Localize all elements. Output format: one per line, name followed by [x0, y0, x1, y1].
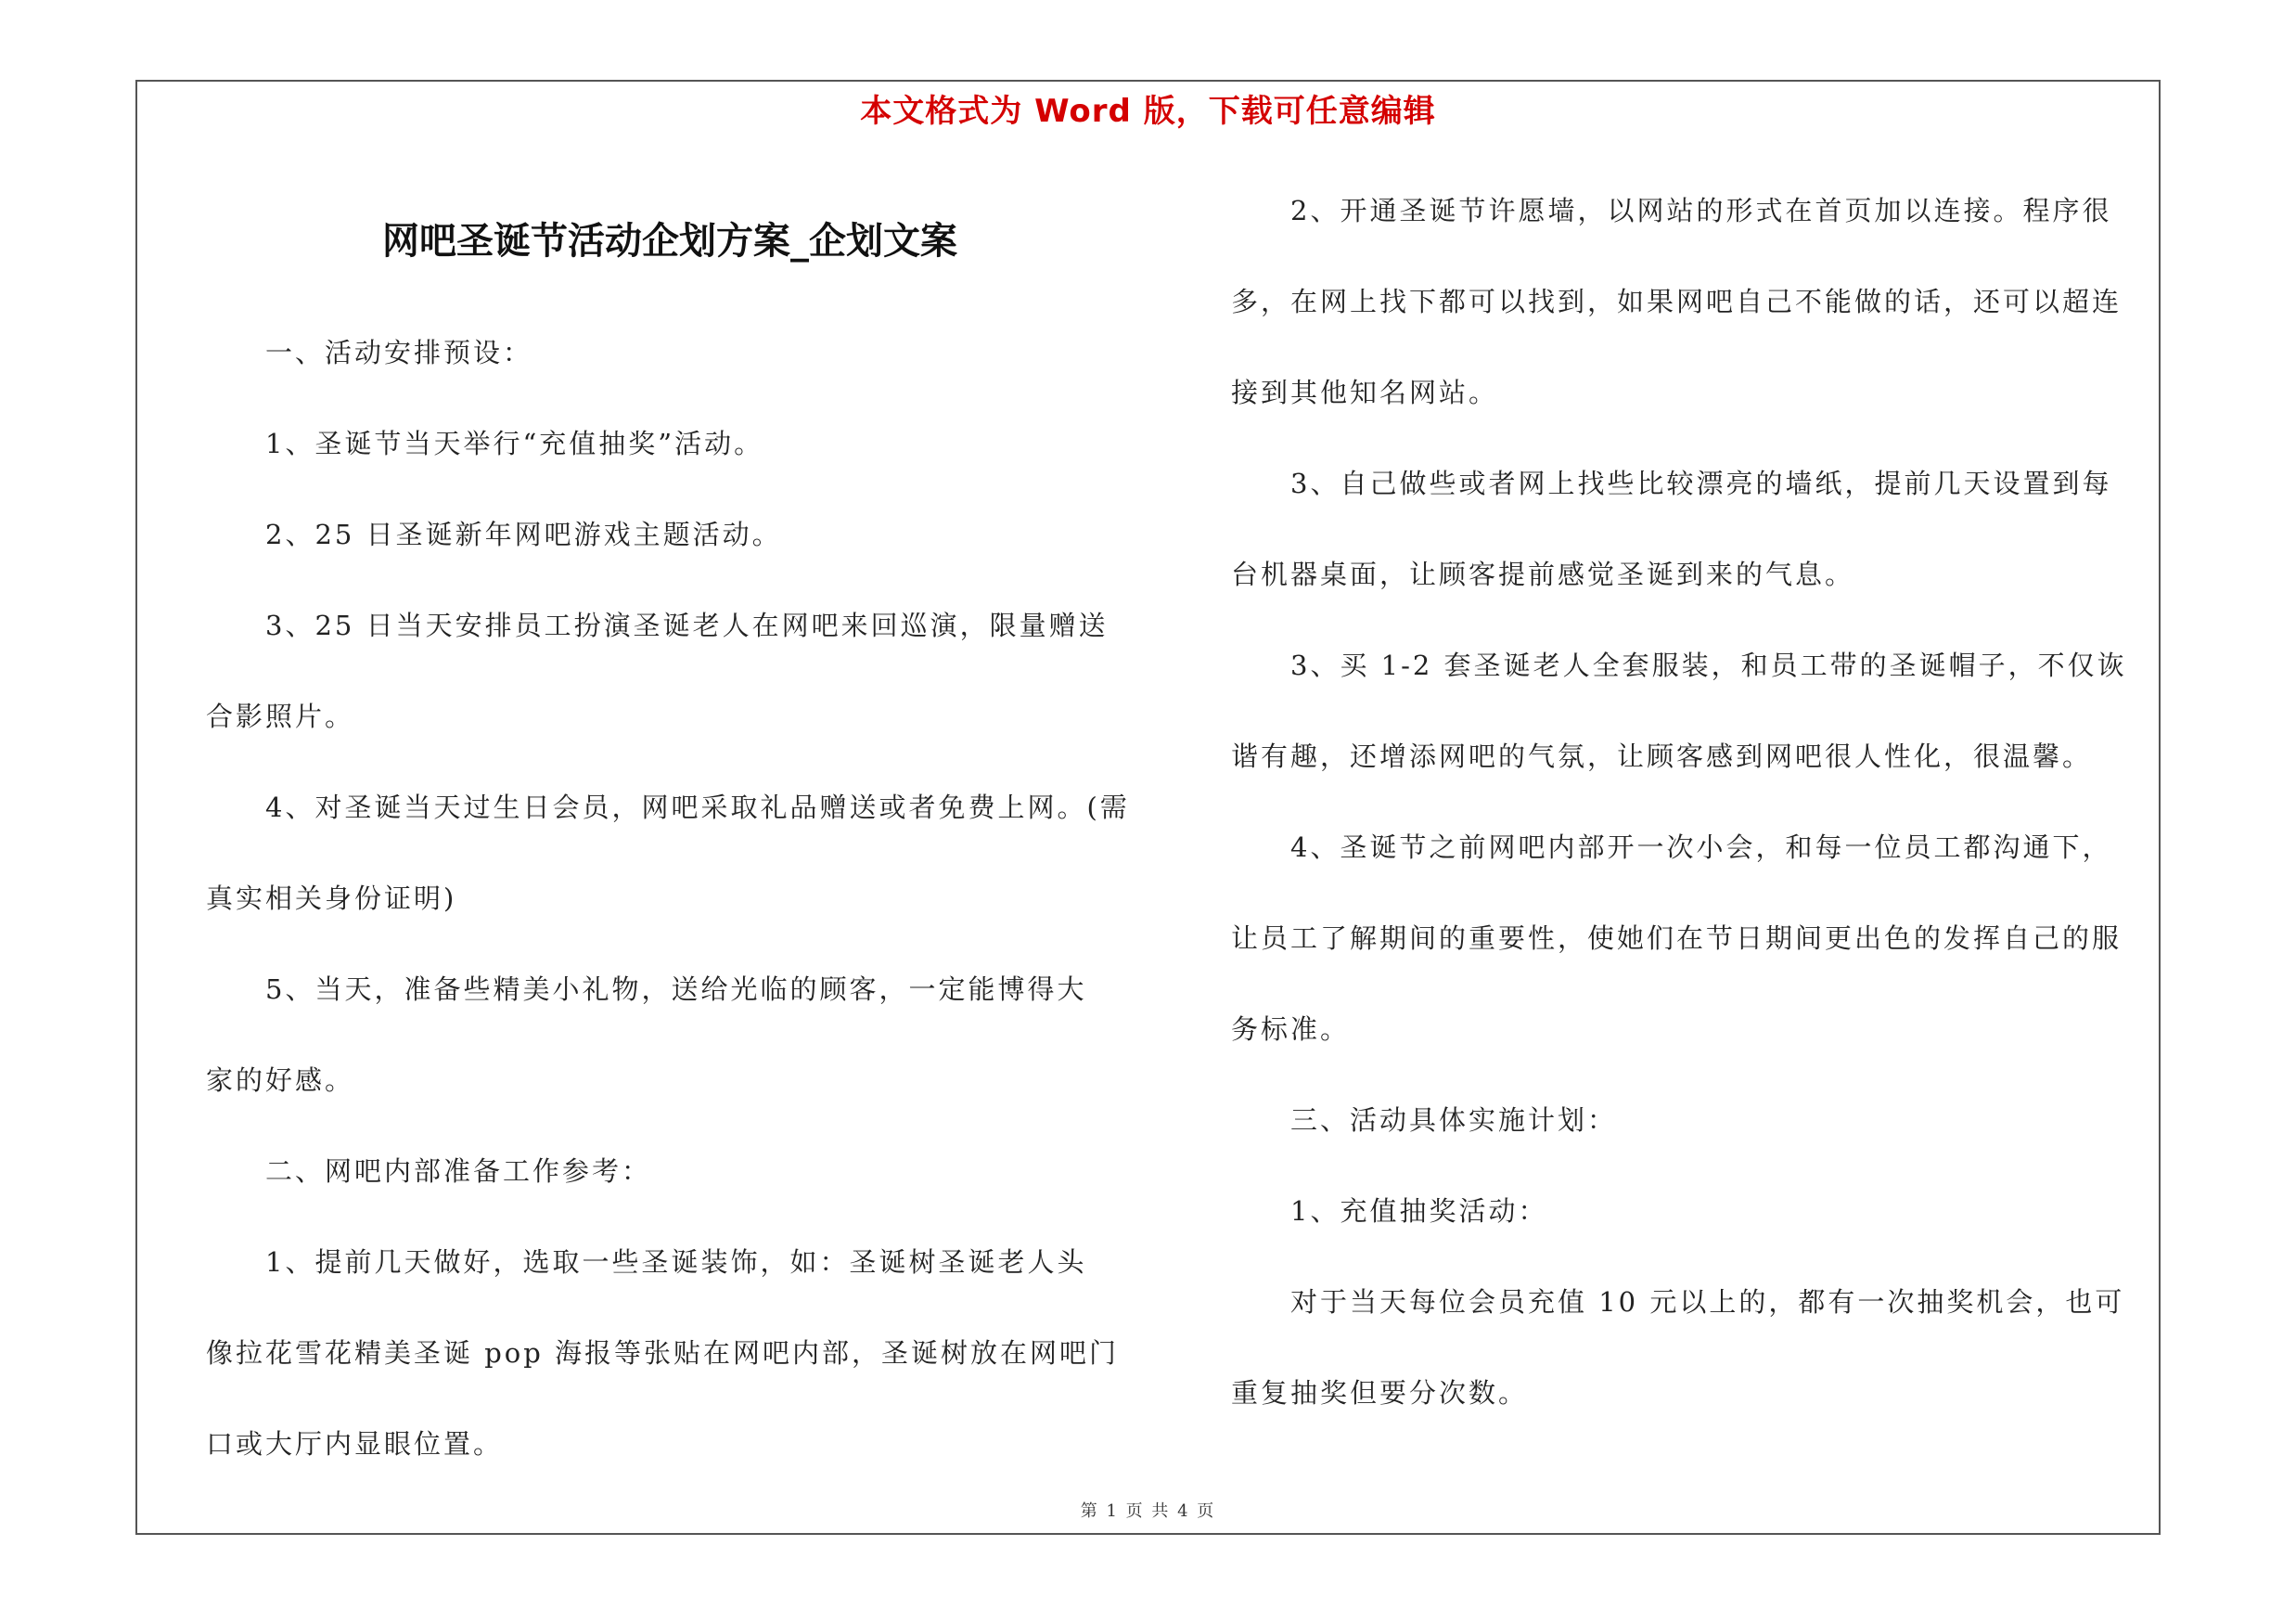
text-line: 让员工了解期间的重要性，使她们在节日期间更出色的发挥自己的服: [1231, 922, 2123, 954]
text-line: 口或大厅内显眼位置。: [206, 1428, 504, 1460]
text-line: 1、圣诞节当天举行“充值抽奖”活动。: [265, 428, 764, 459]
text-line: 多，在网上找下都可以找到，如果网吧自己不能做的话，还可以超连: [1231, 286, 2123, 317]
text-line: 3、25 日当天安排员工扮演圣诞老人在网吧来回巡演，限量赠送: [265, 610, 1109, 641]
text-line: 2、25 日圣诞新年网吧游戏主题活动。: [265, 519, 782, 550]
text-line: 像拉花雪花精美圣诞 pop 海报等张贴在网吧内部，圣诞树放在网吧门: [206, 1337, 1120, 1369]
text-line: 1、充值抽奖活动：: [1290, 1195, 1548, 1227]
text-line: 对于当天每位会员充值 10 元以上的，都有一次抽奖机会，也可: [1290, 1286, 2125, 1318]
text-line: 二、网吧内部准备工作参考：: [265, 1155, 652, 1187]
text-line: 3、自己做些或者网上找些比较漂亮的墙纸，提前几天设置到每: [1290, 468, 2112, 499]
text-line: 重复抽奖但要分次数。: [1231, 1377, 1529, 1409]
text-line: 真实相关身份证明): [206, 882, 457, 914]
text-line: 一、活动安排预设：: [265, 337, 533, 368]
text-line: 务标准。: [1231, 1013, 1351, 1045]
document-title: 网吧圣诞节活动企划方案_企划文案: [382, 220, 957, 263]
text-line: 3、买 1-2 套圣诞老人全套服装，和员工带的圣诞帽子，不仅诙: [1290, 650, 2127, 681]
text-line: 谐有趣，还增添网吧的气氛，让顾客感到网吧很人性化，很温馨。: [1231, 741, 2093, 772]
text-line: 接到其他知名网站。: [1231, 377, 1499, 408]
text-line: 4、对圣诞当天过生日会员，网吧采取礼品赠送或者免费上网。(需: [265, 792, 1130, 823]
text-line: 三、活动具体实施计划：: [1290, 1104, 1618, 1136]
text-line: 4、圣诞节之前网吧内部开一次小会，和每一位员工都沟通下，: [1290, 831, 2112, 863]
text-line: 5、当天，准备些精美小礼物，送给光临的顾客，一定能博得大: [265, 973, 1087, 1005]
text-line: 2、开通圣诞节许愿墙，以网站的形式在首页加以连接。程序很: [1290, 195, 2112, 226]
format-banner: 本文格式为 Word 版，下载可任意编辑: [860, 93, 1436, 130]
text-line: 台机器桌面，让顾客提前感觉圣诞到来的气息。: [1231, 559, 1855, 590]
text-line: 家的好感。: [206, 1064, 355, 1096]
page-number-footer: 第 1 页 共 4 页: [1080, 1501, 1216, 1521]
text-line: 合影照片。: [206, 701, 355, 732]
text-line: 1、提前几天做好，选取一些圣诞装饰，如：圣诞树圣诞老人头: [265, 1246, 1087, 1278]
